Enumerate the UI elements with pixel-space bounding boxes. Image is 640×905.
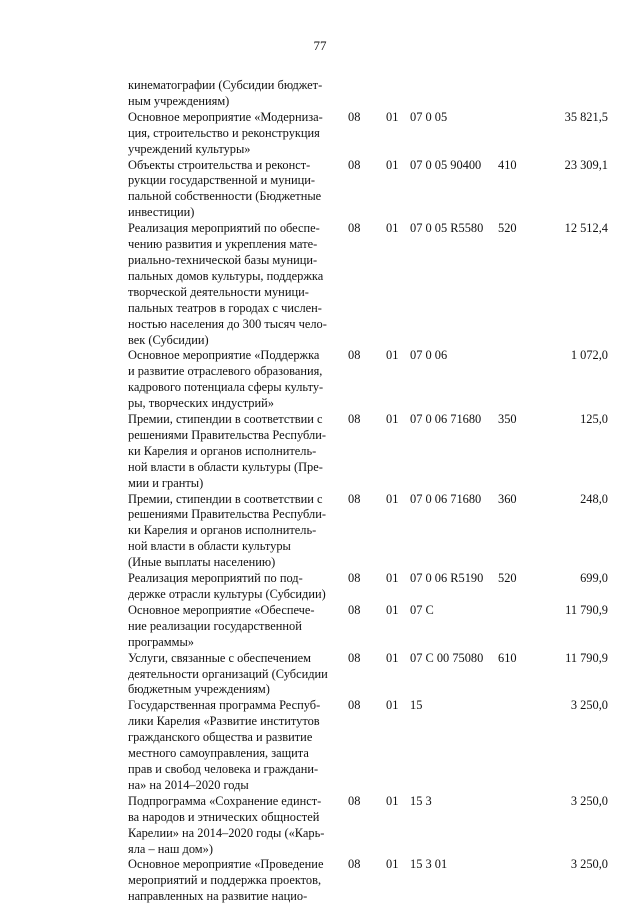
row-target-article: 15 3 [410,793,432,808]
row-section: 08 [348,857,361,872]
row-section: 08 [348,602,361,617]
row-expense-type: 350 [498,412,517,427]
table-row [128,857,608,905]
table-row [128,110,608,158]
row-sum: 3 250,0 [570,857,608,872]
row-sum: 248,0 [580,491,608,506]
row-subsection: 01 [386,491,399,506]
row-subsection: 01 [386,650,399,665]
row-sum: 12 512,4 [564,221,608,236]
table-row [128,348,608,412]
row-subsection: 01 [386,157,399,172]
row-name: Премии, стипендии в соответствии с решениями Правительства Республи- ки Карелия и органов исполнитель- ной власти в области культуры (Иные выплаты населению) [128,491,326,570]
row-section: 08 [348,412,361,427]
table-row [128,571,608,603]
row-section: 08 [348,571,361,586]
row-name: Основное мероприятие «Обеспече- ние реализации государственной программы» [128,602,315,649]
row-section: 08 [348,793,361,808]
table-row [128,698,608,793]
row-sum: 1 072,0 [570,348,608,363]
row-name: Подпрограмма «Сохранение единст- ва народов и этнических общностей Карелии» на 2014–2020 годы («Карь- яла – наш дом») [128,793,325,856]
row-section: 08 [348,348,361,363]
table-row [128,78,608,110]
row-sum: 11 790,9 [565,650,608,665]
row-name: Государственная программа Респуб- лики Карелия «Развитие институтов гражданского общества и развитие местного самоуправления, защита прав и свобод человека и граждани- на» на 2014–2020 годы [128,698,321,792]
row-section: 08 [348,491,361,506]
row-sum: 23 309,1 [564,157,608,172]
budget-table [128,78,608,905]
row-sum: 3 250,0 [570,793,608,808]
row-name: Реализация мероприятий по под- держке отрасли культуры (Субсидии) [128,571,326,601]
row-sum: 699,0 [580,571,608,586]
row-name: кинематографии (Субсидии бюджет- ным учреждениям) [128,78,323,108]
row-sum: 125,0 [580,412,608,427]
row-section: 08 [348,157,361,172]
row-subsection: 01 [386,348,399,363]
row-subsection: 01 [386,602,399,617]
row-target-article: 07 С 00 75080 [410,650,484,665]
table-row [128,794,608,858]
row-subsection: 01 [386,412,399,427]
row-sum: 3 250,0 [570,698,608,713]
table-row [128,158,608,222]
table-row [128,492,608,572]
row-section: 08 [348,109,361,124]
row-subsection: 01 [386,109,399,124]
row-expense-type: 520 [498,571,517,586]
row-name: Основное мероприятие «Поддержка и развитие отраслевого образования, кадрового потенциала сферы культу- ры, творческих индустрий» [128,348,324,411]
row-target-article: 07 0 05 90400 [410,157,482,172]
row-target-article: 07 0 05 R5580 [410,221,484,236]
row-subsection: 01 [386,221,399,236]
row-section: 08 [348,650,361,665]
row-expense-type: 360 [498,491,517,506]
row-subsection: 01 [386,698,399,713]
table-row [128,651,608,699]
row-target-article: 15 3 01 [410,857,448,872]
row-target-article: 07 0 06 71680 [410,491,482,506]
row-name: Объекты строительства и реконст- рукции государственной и муници- пальной собственности (Бюджетные инвестиции) [128,157,322,220]
row-name: Основное мероприятие «Проведение мероприятий и поддержка проектов, направленных на развитие нацио- [128,857,324,904]
table-row [128,412,608,492]
row-name: Реализация мероприятий по обеспе- чению развития и укрепления мате- риально-технической базы муници- пальных домов культуры, поддержка творческой деятельности муници- пальных театров в городах с числен- ностью населения до 300 тысяч чело- век (Субсидии) [128,221,327,347]
row-target-article: 15 [410,698,423,713]
row-section: 08 [348,698,361,713]
row-subsection: 01 [386,571,399,586]
row-expense-type: 610 [498,650,517,665]
row-name: Основное мероприятие «Модерниза- ция, строительство и реконструкция учреждений культуры» [128,109,323,156]
row-expense-type: 520 [498,221,517,236]
row-section: 08 [348,221,361,236]
row-sum: 35 821,5 [564,109,608,124]
row-subsection: 01 [386,793,399,808]
row-target-article: 07 0 06 71680 [410,412,482,427]
row-target-article: 07 0 06 [410,348,448,363]
row-expense-type: 410 [498,157,517,172]
row-target-article: 07 0 06 R5190 [410,571,484,586]
table-row [128,221,608,348]
row-name: Премии, стипендии в соответствии с решениями Правительства Республи- ки Карелия и органов исполнитель- ной власти в области культуры (Пре- мии и гранты) [128,412,326,490]
page-number: 77 [313,38,327,53]
row-sum: 11 790,9 [565,602,608,617]
table-row [128,603,608,651]
row-subsection: 01 [386,857,399,872]
row-target-article: 07 С [410,602,434,617]
row-target-article: 07 0 05 [410,109,448,124]
row-name: Услуги, связанные с обеспечением деятельности организаций (Субсидии бюджетным учреждениям) [128,650,328,697]
